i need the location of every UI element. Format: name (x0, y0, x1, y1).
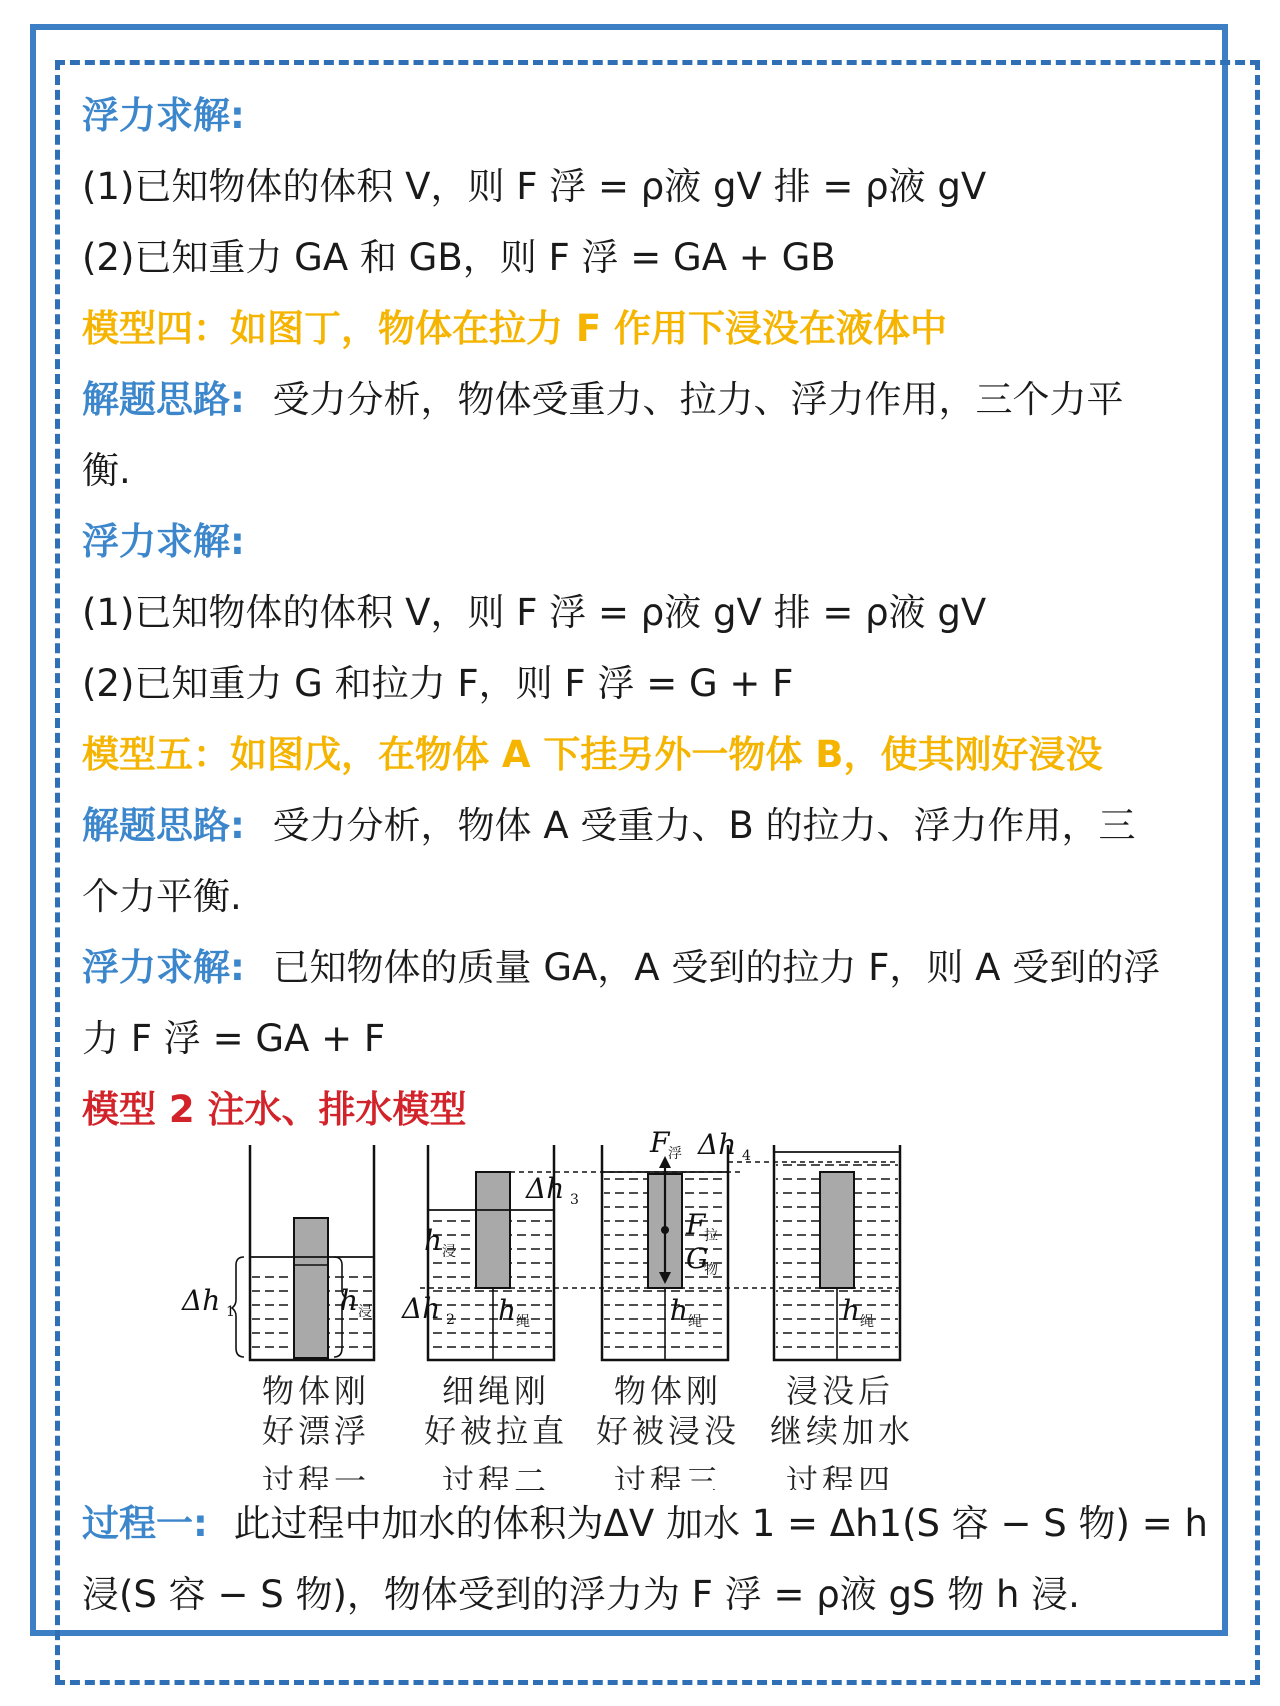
label-Ffu-sub: 浮 (668, 1146, 682, 1162)
model5-idea (82, 790, 1222, 861)
model5-solve (82, 932, 1222, 1003)
caption-4-line2: 继续加水 (770, 1412, 915, 1450)
model5-idea-cont: 个力平衡. (82, 875, 242, 918)
label-hsheng-4-sub: 绳 (860, 1314, 874, 1330)
process1-label: 过程一: (82, 1502, 208, 1545)
label-Gwu-sub: 物 (704, 1262, 718, 1278)
caption-1-line2: 好漂浮 (262, 1412, 371, 1450)
label-dh1-sub: 1 (226, 1304, 235, 1320)
caption-1-line1: 物体刚 (262, 1372, 371, 1410)
label-dh2: Δh (402, 1292, 441, 1325)
label-hjin-1-sub: 浸 (358, 1304, 372, 1320)
caption-2-line2: 好被拉直 (424, 1412, 569, 1450)
process1-line2: 浸(S 容 − S 物)，物体受到的浮力为 F 浮 = ρ液 gS 物 h 浸. (82, 1573, 1080, 1616)
label-hjin-2-sub: 浸 (442, 1244, 456, 1260)
label-dh1: Δh (182, 1284, 221, 1317)
caption-2-line1: 细绳刚 (442, 1372, 551, 1410)
model4-solve-line2: (2)已知重力 G 和拉力 F，则 F 浮 = G + F (82, 662, 794, 705)
caption-3-name: 过程三 (614, 1462, 723, 1490)
caption-3-line1: 物体刚 (614, 1372, 723, 1410)
model4-idea-cont: 衡. (82, 449, 131, 492)
label-dh4-sub: 4 (742, 1148, 751, 1164)
section1-heading: 浮力求解: (82, 94, 245, 137)
model5-idea-text: 受力分析，物体 A 受重力、B 的拉力、浮力作用，三 (272, 804, 1136, 847)
model4-solve-label: 浮力求解: (82, 520, 245, 563)
process1-explanation (82, 1488, 1222, 1630)
model5-solve-label: 浮力求解: (82, 946, 245, 989)
container-process-4 (774, 1145, 900, 1360)
model4-idea-text: 受力分析，物体受重力、拉力、浮力作用，三个力平 (272, 378, 1124, 421)
label-hsheng-2: h (498, 1294, 517, 1327)
label-dh3: Δh (526, 1172, 565, 1205)
label-Gwu: G (686, 1242, 709, 1275)
caption-1-name: 过程一 (262, 1462, 371, 1490)
label-dh4: Δh (698, 1130, 737, 1161)
label-dh2-sub: 2 (446, 1312, 455, 1328)
model5-title: 模型五：如图戊，在物体 A 下挂另外一物体 B，使其刚好浸没 (82, 733, 1103, 776)
section1-line2: (2)已知重力 GA 和 GB，则 F 浮 = GA + GB (82, 236, 836, 279)
caption-3-line2: 好被浸没 (596, 1412, 741, 1450)
process1-text-1: 此过程中加水的体积为ΔV 加水 1 = Δh1(S 容 − S 物) = h (233, 1502, 1208, 1545)
model4-solve-line1: (1)已知物体的体积 V，则 F 浮 = ρ液 gV 排 = ρ液 gV (82, 591, 987, 634)
label-hjin-1: h (340, 1284, 359, 1317)
label-Ffu: F (650, 1130, 670, 1159)
content (82, 80, 1222, 1145)
caption-2-name: 过程二 (442, 1462, 551, 1490)
model2-title: 模型 2 注水、排水模型 (82, 1088, 467, 1131)
section1-line1: (1)已知物体的体积 V，则 F 浮 = ρ液 gV 排 = ρ液 gV (82, 165, 987, 208)
model5-idea-label: 解题思路: (82, 804, 245, 847)
label-hsheng-2-sub: 绳 (516, 1314, 530, 1330)
water-injection-figure (180, 1130, 1020, 1490)
model4-idea (82, 364, 1222, 435)
caption-4-line1: 浸没后 (786, 1372, 895, 1410)
model4-title: 模型四：如图丁，物体在拉力 F 作用下浸没在液体中 (82, 307, 948, 350)
model4-idea-label: 解题思路: (82, 378, 245, 421)
label-dh3-sub: 3 (570, 1192, 579, 1208)
model5-solve-text: 已知物体的质量 GA，A 受到的拉力 F，则 A 受到的浮 (272, 946, 1161, 989)
label-hsheng-3-sub: 绳 (688, 1314, 702, 1330)
caption-4-name: 过程四 (786, 1462, 895, 1490)
model5-solve-cont: 力 F 浮 = GA + F (82, 1017, 386, 1060)
process1-line1 (82, 1488, 1222, 1559)
label-hsheng-3: h (670, 1294, 689, 1327)
label-hjin-2: h (424, 1224, 443, 1257)
container-process-1 (181, 1145, 374, 1360)
label-Fla: F (686, 1208, 706, 1241)
label-Fla-sub: 拉 (704, 1228, 718, 1244)
label-hsheng-4: h (842, 1294, 861, 1327)
